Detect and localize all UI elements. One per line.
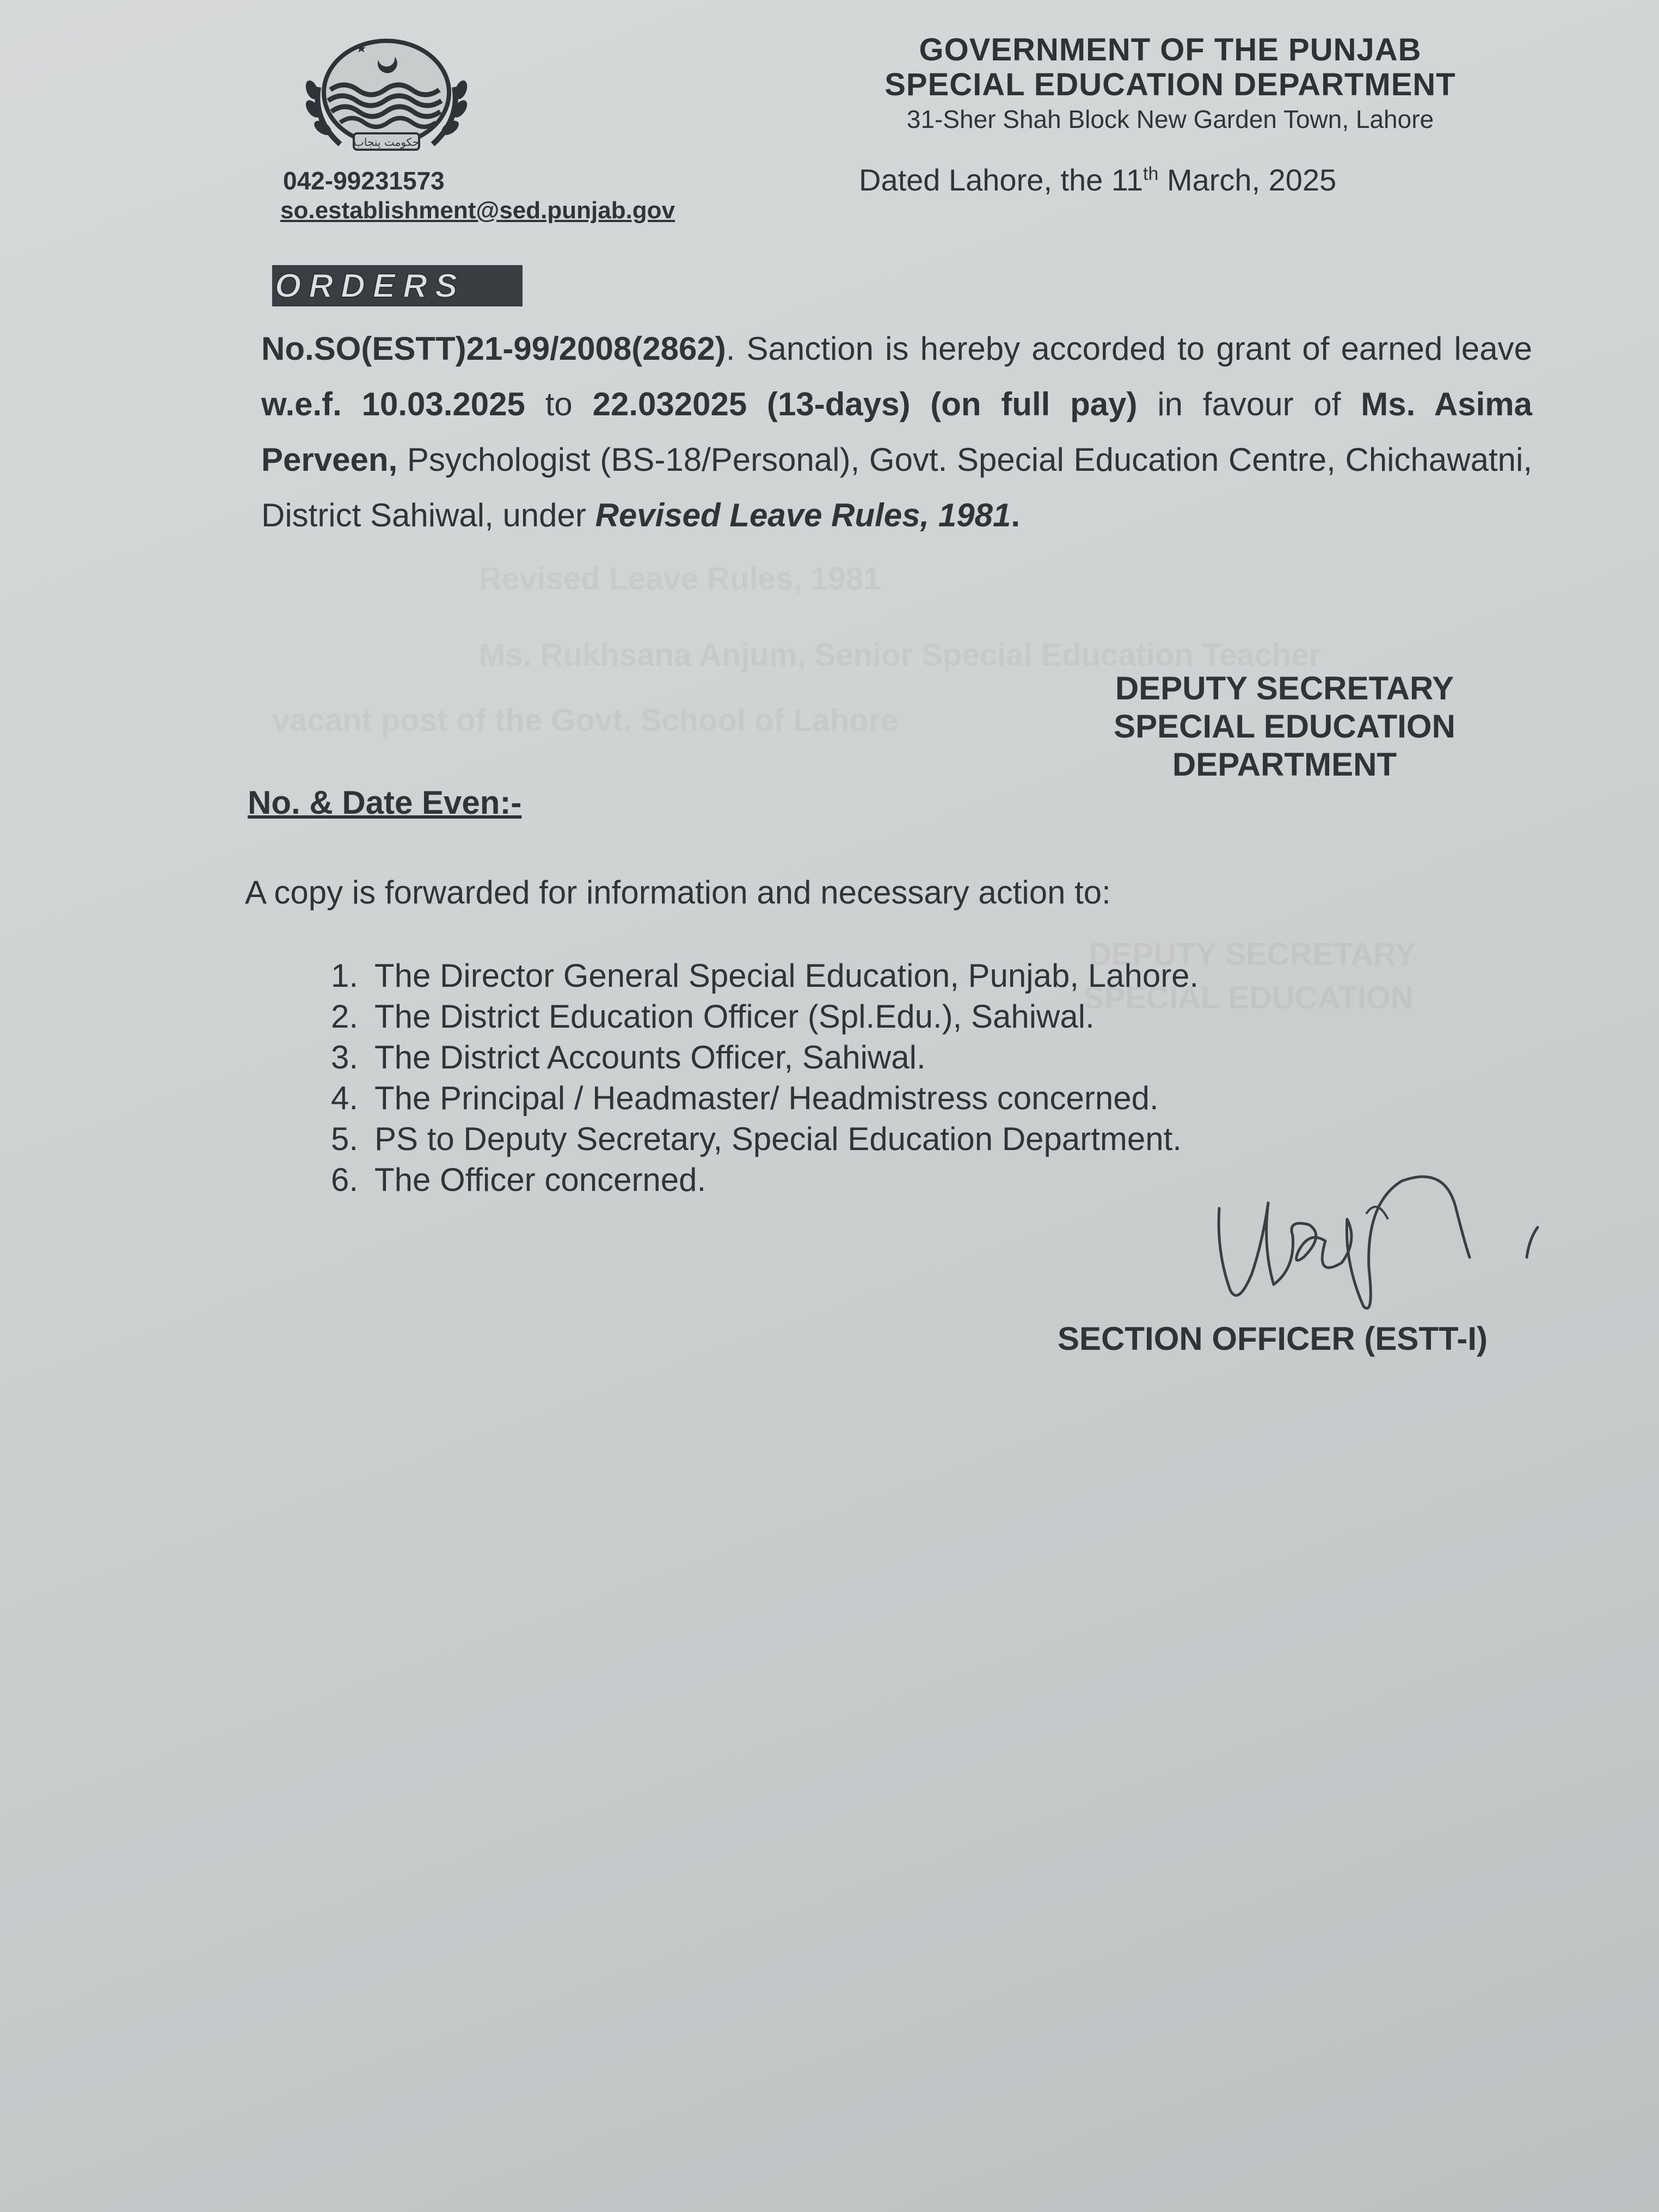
letterhead: [849, 33, 1491, 135]
list-item: 1. The Director General Special Education, Punjab, Lahore.: [330, 957, 1199, 994]
orders-label: ORDERS: [275, 267, 465, 305]
section-officer-title: SECTION OFFICER (ESTT-I): [1058, 1320, 1488, 1357]
government-title: GOVERNMENT OF THE PUNJAB: [919, 32, 1422, 67]
rules-reference: Revised Leave Rules, 1981: [595, 497, 1011, 533]
bleed-through-text: vacant post of the Govt. School of Lahore: [272, 703, 899, 738]
order-paragraph: No.SO(ESTT)21-99/2008(2862). Sanction is hereby accorded to grant of earned leave w.e.f. 10.03.2025 to 22.032025 (13-days) (on full pay) in favour of Ms. Asima Perveen, Psychologist (BS-18/Personal), Govt. Special Education Centre, Chichawatni, District Sahiwal, under Revised Leave Rules, 1981.: [261, 330, 1532, 533]
handwritten-signature: [1203, 1132, 1551, 1328]
leave-start: w.e.f. 10.03.2025: [261, 386, 525, 422]
deputy-secretary-signature-block: DEPUTY SECRETARY SPECIAL EDUCATION DEPARTMENT: [1114, 670, 1455, 783]
bleed-through-text: Revised Leave Rules, 1981: [479, 561, 881, 597]
bleed-through-text: Ms. Rukhsana Anjum, Senior Special Education Teacher: [479, 637, 1322, 673]
bleed-through-text: DEPUTY SECRETARY: [1089, 937, 1416, 972]
email-address: so.establishment@sed.punjab.gov: [280, 197, 675, 224]
list-item: 3. The District Accounts Officer, Sahiwal.: [330, 1039, 926, 1076]
list-item: 2. The District Education Officer (Spl.Edu.), Sahiwal.: [330, 998, 1095, 1035]
punjab-government-logo: [297, 38, 476, 163]
dated-line: Dated Lahore, the 11th March, 2025: [859, 163, 1337, 197]
department-title: SPECIAL EDUCATION DEPARTMENT: [884, 67, 1456, 102]
leave-end: 22.032025 (13-days) (on full pay): [592, 386, 1138, 422]
employee-name: Ms. Asima Perveen,: [261, 386, 1532, 478]
phone-number: 042-99231573: [283, 167, 445, 195]
copy-forward-intro: A copy is forwarded for information and necessary action to:: [245, 874, 1111, 911]
department-address: 31-Sher Shah Block New Garden Town, Lahore: [906, 105, 1434, 133]
recipient-list: [298, 955, 1199, 1200]
list-item: 6. The Officer concerned.: [330, 1162, 706, 1198]
bleed-through-text: SPECIAL EDUCATION: [1083, 980, 1414, 1016]
no-date-even-heading: No. & Date Even:-: [248, 784, 522, 821]
list-item: 5. PS to Deputy Secretary, Special Education Department.: [330, 1121, 1182, 1157]
order-reference-number: No.SO(ESTT)21-99/2008(2862): [261, 330, 726, 367]
svg-text:حکومت پنجاب: حکومت پنجاب: [354, 136, 419, 149]
list-item: 4. The Principal / Headmaster/ Headmistress concerned.: [330, 1080, 1159, 1116]
